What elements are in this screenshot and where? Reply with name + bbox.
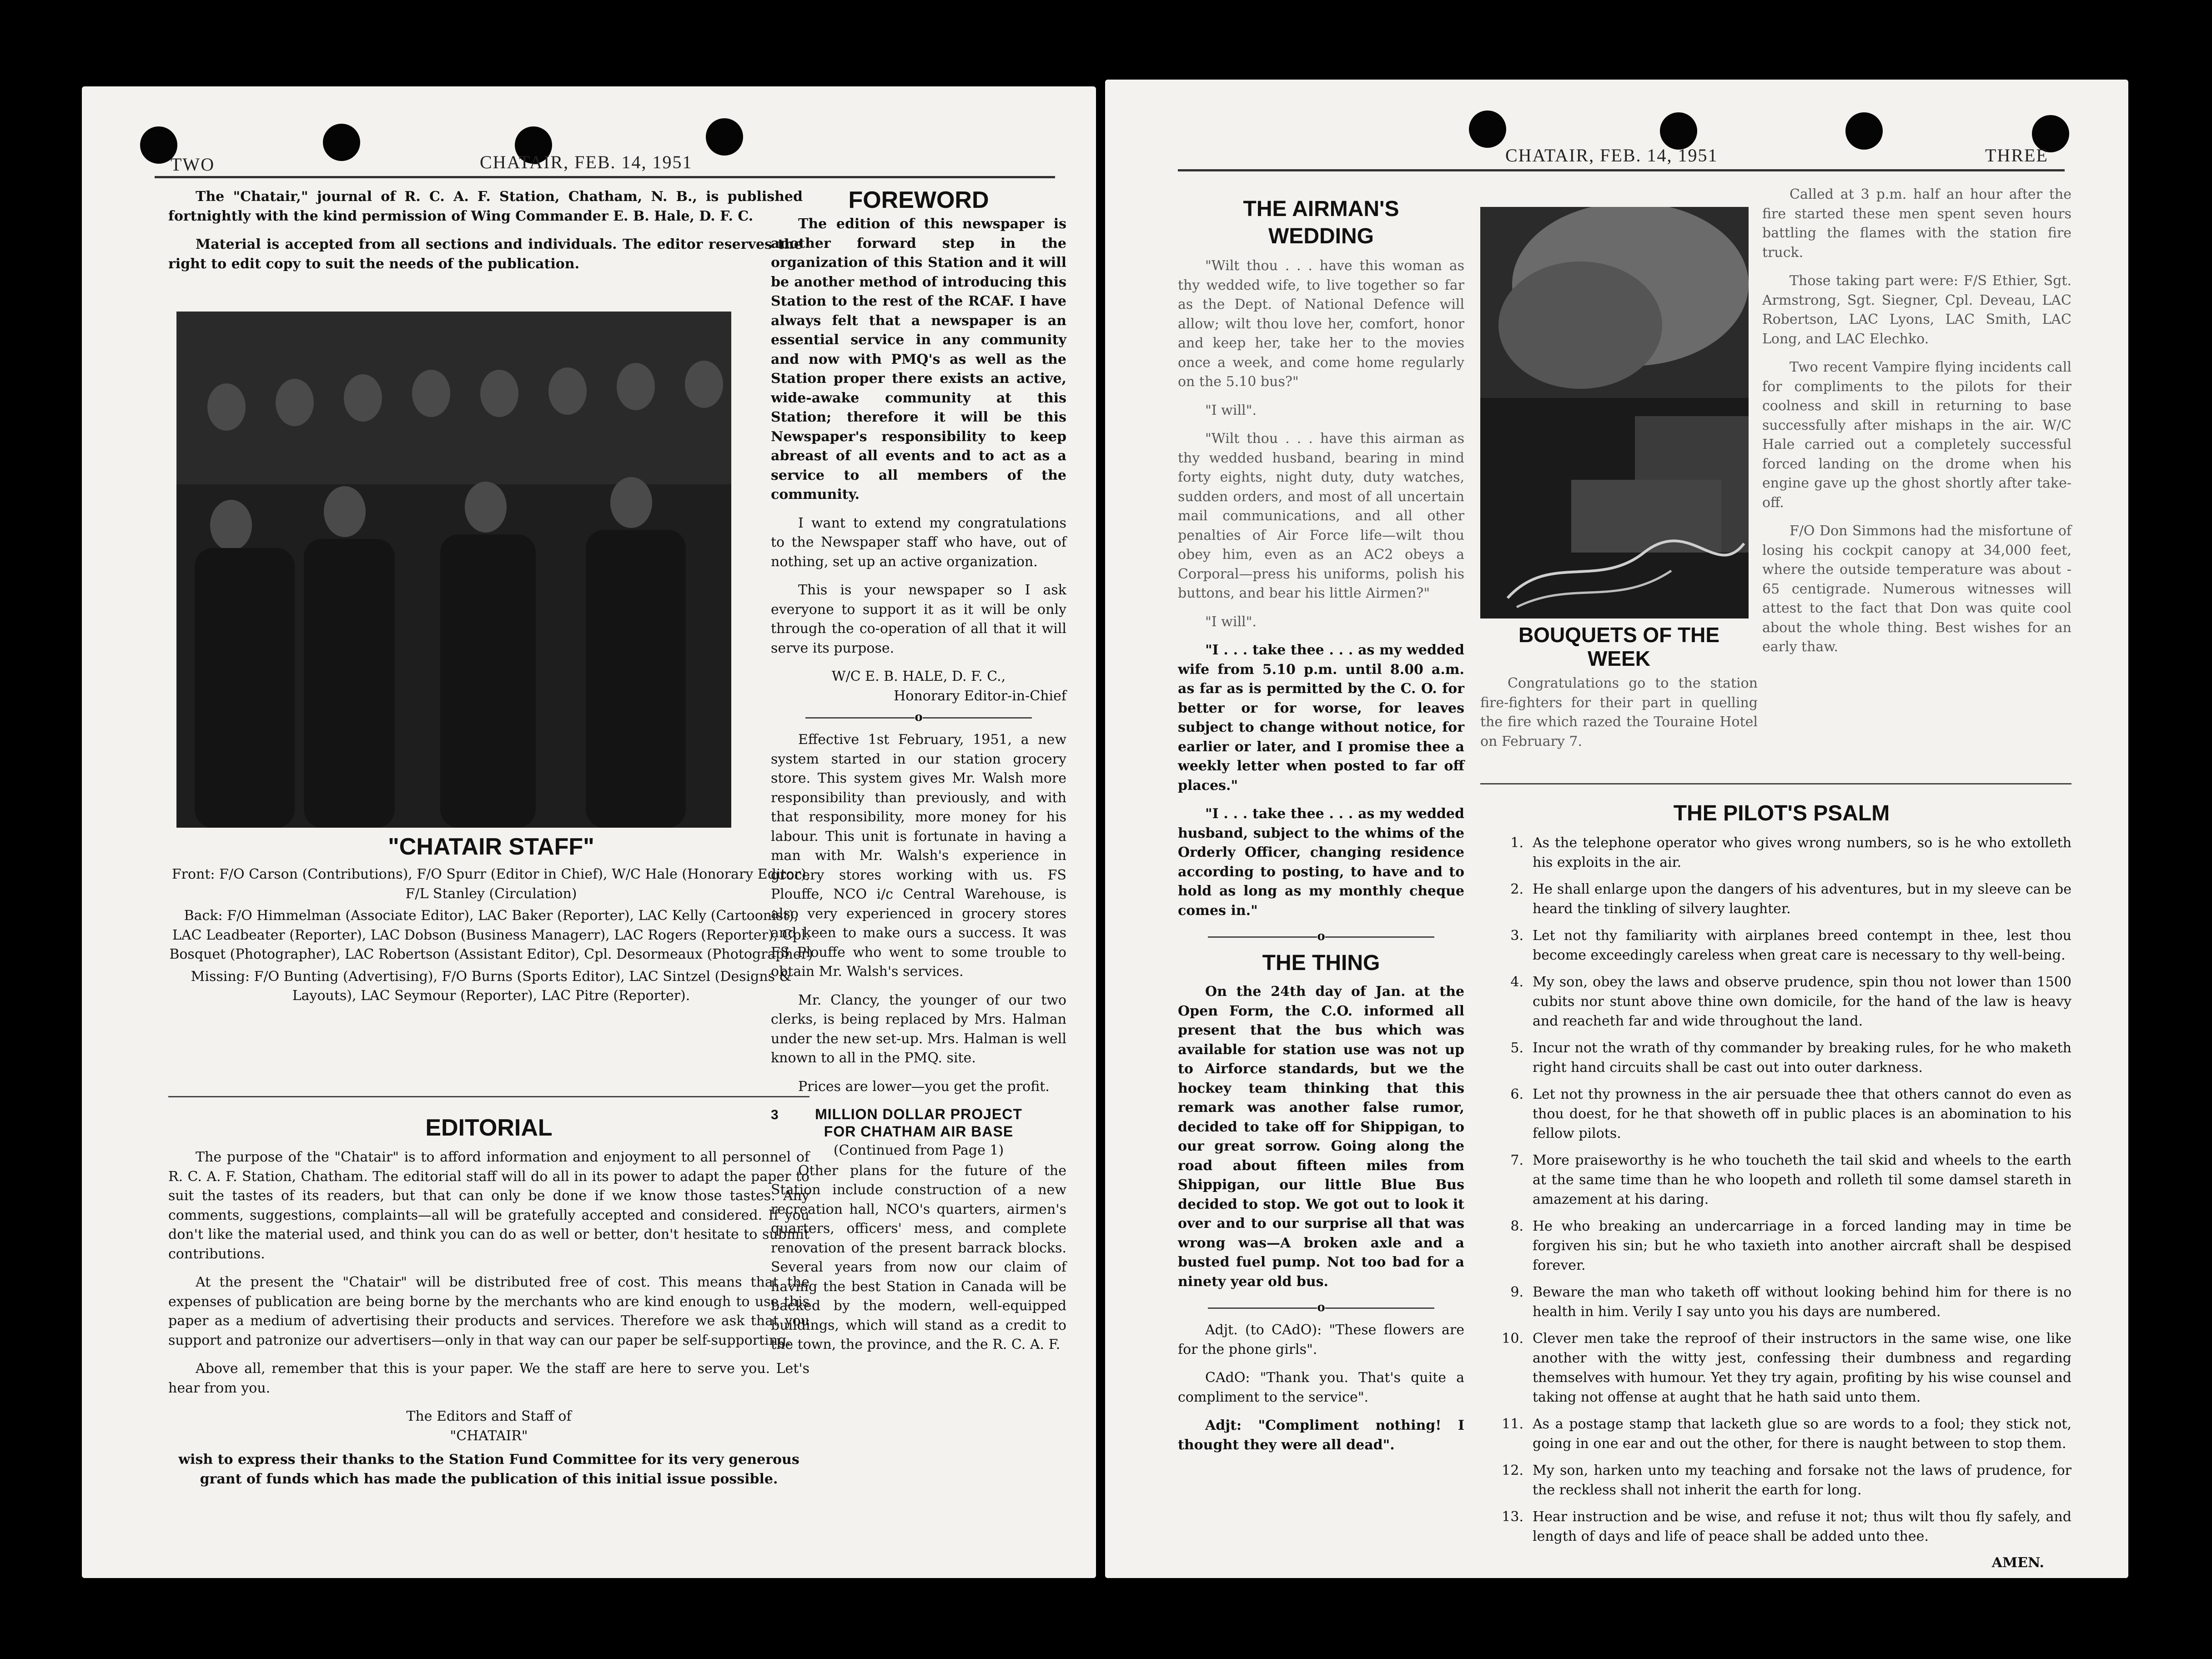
bouquets-para: F/O Don Simmons had the misfortune of losing his cockpit canopy at 34,000 feet, where the outside temperature was about - 65 centigrade. Numerous witnesses will attest to the fact that Don was quite cool about the whole thing. Best wishes for an early thaw. bbox=[1762, 523, 2071, 655]
editorial-para: Above all, remember that this is your paper. We the staff are here to serve you. Let's hear from you. bbox=[168, 1361, 809, 1396]
project-heading bbox=[771, 1106, 1066, 1140]
bouquets-para: Called at 3 p.m. half an hour after the fire started these men spent seven hours battling the flames with the station fire truck. bbox=[1762, 186, 2071, 261]
header-rule bbox=[155, 176, 1055, 178]
psalm-verse-number: 6. bbox=[1510, 1086, 1523, 1102]
psalm-verse-number: 5. bbox=[1510, 1040, 1523, 1056]
thing-text: On the 24th day of Jan. at the Open Form, the C.O. informed all present that the bus which was available for station use was not up to Airforce standards, but we the hockey team thinking that this remark was another false rumor, decided to take off for Shippigan, to our great sorrow. Going along the road about fifteen miles from Shippigan, our little Blue Bus decided to stop. We got out to look it over and to our surprise all that was wrong was—A broken axle and a busted fuel pump. Not too bad for a ninety year old bus. bbox=[1178, 984, 1464, 1290]
psalm-verse-number: 2. bbox=[1510, 881, 1523, 897]
page-label: THREE bbox=[1985, 145, 2048, 166]
staff-back: Back: F/O Himmelman (Associate Editor), LAC Baker (Reporter), LAC Kelly (Cartoonist), LAC Leadbeater (Reporter), LAC Dobson (Business Managerr), LAC Rogers (Reporter), Cpl. Bosquet (Photographer), LAC Robertson (Assistant Editor), Cpl. Desormeaux (Photographer) bbox=[169, 908, 813, 962]
psalm-title: THE PILOT'S PSALM bbox=[1673, 801, 1890, 825]
psalm-verse-text: Let not thy familiarity with airplanes breed contempt in thee, lest thou become exceedingly careless when great care is necessary to thy well-being. bbox=[1533, 928, 2071, 963]
psalm-verse bbox=[1492, 1038, 2071, 1077]
bouquets-para: Those taking part were: F/S Ethier, Sgt. Armstrong, Sgt. Siegner, Cpl. Deveau, LAC Robertson, LAC Lyons, LAC Smith, LAC Long, and LAC Elechko. bbox=[1762, 273, 2071, 347]
psalm-verse bbox=[1492, 833, 2071, 872]
staff-title: "CHATAIR STAFF" bbox=[388, 834, 594, 860]
foreword-para: The edition of this newspaper is another forward step in the organization of this Station and it will be another method of introducing this Station to the rest of the RCAF. I have always felt that a newspaper is an essential service in any community and now with PMQ's as well as the Station proper there exists an active, wide-awake community at this Station; therefore it will be this Newspaper's responsibility to keep abreast of all events and to act as a service to all members of the community. bbox=[771, 216, 1066, 503]
psalm-verse-number: 9. bbox=[1510, 1284, 1523, 1300]
masthead-para: The "Chatair," journal of R. C. A. F. Station, Chatham, N. B., is published fortnightly with the kind permission of Wing Commander E. B. Hale, D. F. C. bbox=[168, 189, 803, 224]
psalm-verse-number: 4. bbox=[1510, 974, 1523, 990]
left-column bbox=[168, 187, 803, 283]
masthead-para: Material is accepted from all sections and individuals. The editor reserves the right to edit copy to suit the needs of the publication. bbox=[168, 236, 803, 272]
psalm-verse-number: 10. bbox=[1502, 1331, 1523, 1347]
header-rule bbox=[1178, 169, 2065, 171]
foreword-para: This is your newspaper so I ask everyone to support it as it will be only through the co-operation of all that it will serve its purpose. bbox=[771, 582, 1066, 656]
punch-hole bbox=[1845, 112, 1883, 150]
wedding-title: WEDDING bbox=[1268, 224, 1374, 248]
psalm-verse-number: 3. bbox=[1510, 928, 1523, 944]
psalm-verse bbox=[1492, 1507, 2071, 1546]
foreword-title: FOREWORD bbox=[848, 187, 989, 213]
staff-photo bbox=[176, 312, 731, 828]
psalm-verse-text: Incur not the wrath of thy commander by breaking rules, for he who maketh right hand circuits shall be cast out into outer darkness. bbox=[1533, 1040, 2071, 1076]
grocery-para: Prices are lower—you get the profit. bbox=[798, 1078, 1050, 1095]
psalm-section bbox=[1492, 800, 2071, 1573]
psalm-verse bbox=[1492, 1282, 2071, 1322]
psalm-verse bbox=[1492, 972, 2071, 1031]
psalm-amen: AMEN. bbox=[1991, 1555, 2044, 1571]
bouquets-title: BOUQUETS OF THE bbox=[1518, 623, 1720, 647]
psalm-verse bbox=[1492, 926, 2071, 965]
psalm-verse bbox=[1492, 1085, 2071, 1143]
wedding-para: "I . . . take thee . . . as my wedded husband, subject to the whims of the Orderly Officer, changing residence according to posting, to have and to hold as long as my monthly cheque comes in." bbox=[1178, 806, 1464, 919]
editorial-para: At the present the "Chatair" will be distributed free of cost. This means that the expenses of publication are being borne by the merchants who are kind enough to use this paper as a medium of advertising their products and services. Therefore we ask that you support and patronize our advertisers—only in that way can our paper be self-supporting. bbox=[168, 1274, 809, 1348]
project-title: FOR CHATHAM AIR BASE bbox=[824, 1123, 1014, 1140]
punch-hole bbox=[323, 124, 360, 161]
psalm-verses bbox=[1492, 833, 2071, 1546]
page-three bbox=[1105, 80, 2128, 1578]
psalm-verse-number: 13. bbox=[1502, 1509, 1523, 1525]
staff-front: Front: F/O Carson (Contributions), F/O Spurr (Editor in Chief), W/C Hale (Honorary Editor), F/L Stanley (Circulation) bbox=[171, 866, 811, 902]
separator: o bbox=[1178, 930, 1464, 943]
grocery-para: Mr. Clancy, the younger of our two clerks, is being replaced by Mrs. Halman under the new set-up. Mrs. Halman is well known to all in the PMQ. site. bbox=[771, 992, 1066, 1066]
bouquets-section bbox=[1480, 623, 1758, 760]
punch-hole bbox=[1660, 112, 1697, 150]
editorial-sign: "CHATAIR" bbox=[450, 1428, 528, 1444]
wedding-para: "I will". bbox=[1205, 402, 1257, 418]
running-head: CHATAIR, FEB. 14, 1951 bbox=[480, 152, 693, 172]
wedding-para: "I will". bbox=[1205, 613, 1257, 630]
psalm-verse-number: 11. bbox=[1502, 1416, 1523, 1432]
editorial-sign: The Editors and Staff of bbox=[406, 1408, 572, 1424]
psalm-verse-number: 7. bbox=[1510, 1152, 1523, 1168]
foreword-para: I want to extend my congratulations to the Newspaper staff who have, out of nothing, set up an active organization. bbox=[771, 515, 1066, 570]
foreword-sign: W/C E. B. HALE, D. F. C., bbox=[831, 669, 1006, 684]
project-continued: (Continued from Page 1) bbox=[833, 1142, 1004, 1158]
psalm-verse-text: My son, harken unto my teaching and forsake not the laws of prudence, for the reckless shall not inherit the earth for long. bbox=[1533, 1463, 2071, 1498]
separator: o bbox=[1178, 1301, 1464, 1314]
dialogue-line: CAdO: "Thank you. That's quite a compliment to the service". bbox=[1178, 1370, 1464, 1405]
foreword-sign: Honorary Editor-in-Chief bbox=[894, 688, 1066, 704]
grocery-para: Effective 1st February, 1951, a new system started in our station grocery store. This system gives Mr. Walsh more responsibility than previously, and with that responsibility, more money for his labour. This unit is fortunate in having a man with Mr. Walsh's experience in grocery stores working with us. FS Plouffe, NCO i/c Central Warehouse, is also very experienced in grocery stores and keen to make ours a success. It was FS Plouffe who went to some trouble to obtain Mr. Walsh's services. bbox=[771, 732, 1066, 980]
staff-section bbox=[168, 832, 814, 1015]
dialogue-line: Adjt. (to CAdO): "These flowers are for the phone girls". bbox=[1178, 1322, 1464, 1357]
bouquets-intro: Congratulations go to the station fire-fighters for their part in quelling the fire which razed the Touraine Hotel on February 7. bbox=[1480, 675, 1758, 749]
wedding-para: "Wilt thou . . . have this airman as thy wedded husband, bearing in mind forty eights, night duty, duty watches, sudden orders, and most of all uncertain mail communications, and all other penalties of Air Force life—wilt thou obey him, even as an AC2 obeys a Corporal—press his uniforms, polish his buttons, and bear his little Airmen?" bbox=[1178, 431, 1464, 601]
psalm-verse bbox=[1492, 1217, 2071, 1275]
psalm-verse bbox=[1492, 1329, 2071, 1407]
wedding-para: "I . . . take thee . . . as my wedded wife from 5.10 p.m. until 8.00 a.m. as far as is permitted by the C. O. for better or for worse, for leaves subject to change without notice, for earlier or later, and I promise thee a weekly letter when posted to far off places." bbox=[1178, 642, 1464, 794]
psalm-verse bbox=[1492, 880, 2071, 919]
wedding-column bbox=[1178, 196, 1464, 1464]
wedding-para: "Wilt thou . . . have this woman as thy wedded wife, to live together so far as the Dept. of National Defence will allow; wilt thou love her, comfort, honor and keep her, take her to the movies once a week, and come home regularly on the 5.10 bus?" bbox=[1178, 258, 1464, 390]
psalm-verse-text: He who breaking an undercarriage in a forced landing may in time be forgiven his sin; but he who taxieth into another aircraft shall be despised forever. bbox=[1533, 1218, 2071, 1273]
psalm-verse-text: More praiseworthy is he who toucheth the tail skid and wheels to the earth at the same time than he who loopeth and rolleth til some damsel stareth in amazement at his daring. bbox=[1533, 1152, 2071, 1207]
foreword-column bbox=[771, 186, 1066, 1364]
fire-photo-scene bbox=[1480, 207, 1749, 618]
psalm-verse-number: 12. bbox=[1502, 1463, 1523, 1478]
wedding-title: THE AIRMAN'S bbox=[1243, 197, 1399, 221]
psalm-verse-text: Clever men take the reproof of their instructors in the same wise, one like another with the witty jest, confessing their dumbness and regarding themselves with humour. Yet they try again, profiting by his wise counsel and taking not offense at aught that he hath said unto them. bbox=[1533, 1331, 2071, 1405]
page-two bbox=[82, 86, 1096, 1578]
psalm-verse-number: 8. bbox=[1510, 1218, 1523, 1234]
psalm-verse bbox=[1492, 1461, 2071, 1500]
staff-missing: Missing: F/O Bunting (Advertising), F/O Burns (Sports Editor), LAC Sintzel (Designs & Layouts), LAC Seymour (Reporter), LAC Pitre (Reporter). bbox=[191, 968, 792, 1004]
psalm-verse-text: Beware the man who taketh off without looking behind him for there is no health in him. Verily I say unto you his days are numbered. bbox=[1533, 1284, 2071, 1320]
psalm-verse-text: My son, obey the laws and observe prudence, spin thou not lower than 1500 cubits nor stunt above thine own domicile, for the hand of the law is heavy and reacheth far and wide throughout the land. bbox=[1533, 974, 2071, 1029]
section-rule bbox=[168, 1096, 809, 1097]
psalm-verse-text: He shall enlarge upon the dangers of his adventures, but in my sleeve can be heard the tinkling of silvery laughter. bbox=[1533, 881, 2071, 917]
project-num: 3 bbox=[771, 1107, 779, 1122]
punch-hole bbox=[706, 118, 743, 156]
bouquets-title: WEEK bbox=[1588, 647, 1650, 670]
editorial-title: EDITORIAL bbox=[425, 1115, 553, 1141]
editorial-thanks: wish to express their thanks to the Station Fund Committee for its very generous grant of funds which has made the publication of this initial issue possible. bbox=[178, 1452, 799, 1487]
psalm-verse bbox=[1492, 1414, 2071, 1453]
editorial bbox=[168, 1113, 809, 1498]
bouquets-para: Two recent Vampire flying incidents call for compliments to the pilots for their coolness and skill in returning to base successfully after mishaps in the air. W/C Hale carried out a completely successful forced landing on the drome when his engine gave up the ghost shortly after take-off. bbox=[1762, 359, 2071, 511]
project-title: MILLION DOLLAR PROJECT bbox=[815, 1106, 1022, 1122]
separator: o bbox=[771, 710, 1066, 724]
bouquets-column bbox=[1762, 185, 2071, 666]
psalm-verse-text: As the telephone operator who gives wrong numbers, so is he who extolleth his exploits in the air. bbox=[1533, 835, 2071, 870]
punch-hole bbox=[1469, 111, 1506, 148]
psalm-verse bbox=[1492, 1151, 2071, 1209]
psalm-verse-text: Hear instruction and be wise, and refuse it not; thus wilt thou fly safely, and length of days and life of peace shall be added unto thee. bbox=[1533, 1509, 2071, 1544]
page-label: TWO bbox=[171, 154, 215, 175]
section-rule bbox=[1480, 783, 2071, 784]
project-text: Other plans for the future of the Station include construction of a new recreation hall, NCO's quarters, airmen's quarters, officers' mess, and complete renovation of the present barrack blocks. Several years from now our claim of having the best Station in Canada will be backed by the modern, well-equipped buildings, which will stand as a credit to the town, the province, and the R. C. A. F. bbox=[771, 1162, 1066, 1352]
running-head: CHATAIR, FEB. 14, 1951 bbox=[1505, 145, 1718, 166]
psalm-verse-text: As a postage stamp that lacketh glue so are words to a fool; they stick not, going in one ear and out the other, for there is naught between to stop them. bbox=[1533, 1416, 2071, 1452]
psalm-verse-text: Let not thy prowness in the air persuade thee that others cannot do even as thou doest, for he that showeth off in public places is an abomination to his fellow pilots. bbox=[1533, 1086, 2071, 1141]
staff-photo-figures bbox=[176, 312, 731, 828]
thing-title: THE THING bbox=[1262, 951, 1380, 975]
psalm-verse-number: 1. bbox=[1510, 835, 1523, 851]
editorial-para: The purpose of the "Chatair" is to afford information and enjoyment to all personnel of R. C. A. F. Station, Chatham. The editorial staff will do all in its power to adapt the paper to suit the tastes of its readers, but that can only be done if we know those tastes. Any comments, suggestions, complaints—all will be gratefully accepted and considered. If you don't like the material used, and think you can do as well or better, don't hesitate to submit contributions. bbox=[168, 1149, 809, 1262]
dialogue-line: Adjt: "Compliment nothing! I thought they were all dead". bbox=[1178, 1418, 1464, 1453]
fire-photo bbox=[1480, 207, 1749, 618]
